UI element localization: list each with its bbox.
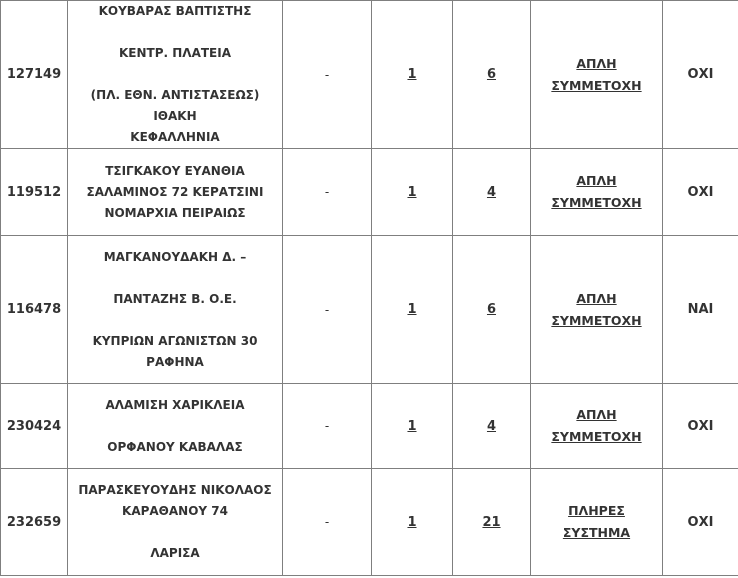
row-code: 230424 xyxy=(1,384,68,469)
row-dash: - xyxy=(283,469,372,576)
count2-link[interactable]: 4 xyxy=(486,184,497,200)
count2-link[interactable]: 6 xyxy=(486,67,497,82)
row-yesno: ΝΑΙ xyxy=(663,236,738,384)
count2-link[interactable]: 21 xyxy=(482,514,501,530)
table-body xyxy=(1,1,738,576)
address-line: ΝΟΜΑΡΧΙΑ ΠΕΙΡΑΙΩΣ xyxy=(104,205,246,220)
count1-cell xyxy=(372,1,453,149)
address-line xyxy=(68,522,282,543)
row-code: 116478 xyxy=(1,236,68,384)
row-dash: - xyxy=(283,384,372,469)
table-row xyxy=(1,236,738,384)
kind-link[interactable] xyxy=(551,407,641,444)
table-row xyxy=(1,384,738,469)
kind-cell xyxy=(531,1,663,149)
count1-cell xyxy=(372,469,453,576)
kind-line[interactable]: ΣΥΜΜΕΤΟΧΗ xyxy=(551,77,642,93)
row-yesno: ΟΧΙ xyxy=(663,1,738,149)
kind-line[interactable]: ΠΛΗΡΕΣ xyxy=(568,503,625,518)
count2-link[interactable]: 6 xyxy=(486,302,497,317)
row-address xyxy=(68,236,283,384)
count2-link[interactable]: 4 xyxy=(486,418,497,434)
address-line: ΡΑΦΗΝΑ xyxy=(146,354,204,369)
address-line: ΜΑΓΚΑΝΟΥΔΑΚΗ Δ. – xyxy=(103,249,247,264)
row-address xyxy=(68,384,283,469)
count1-link[interactable]: 1 xyxy=(407,514,417,530)
address-line: ΟΡΦΑΝΟΥ ΚΑΒΑΛΑΣ xyxy=(107,439,243,454)
count2-cell xyxy=(453,384,531,469)
address-line: ΚΕΝΤΡ. ΠΛΑΤΕΙΑ xyxy=(118,46,231,60)
row-code: 119512 xyxy=(1,149,68,236)
kind-cell xyxy=(531,384,663,469)
row-dash: - xyxy=(283,236,372,384)
table-row xyxy=(1,469,738,576)
count2-cell xyxy=(453,469,531,576)
address-line: ΚΕΦΑΛΛΗΝΙΑ xyxy=(130,130,220,144)
row-dash: - xyxy=(283,1,372,149)
count1-link[interactable]: 1 xyxy=(407,418,417,434)
kind-link[interactable] xyxy=(551,291,641,328)
address-line: ΚΥΠΡΙΩΝ ΑΓΩΝΙΣΤΩΝ 30 xyxy=(92,333,258,348)
count1-cell xyxy=(372,384,453,469)
kind-link[interactable] xyxy=(551,56,641,93)
address-line: ΣΑΛΑΜΙΝΟΣ 72 ΚΕΡΑΤΣΙΝΙ xyxy=(86,184,264,199)
address-line: (ΠΛ. ΕΘΝ. ΑΝΤΙΣΤΑΣΕΩΣ) ΙΘΑΚΗ xyxy=(90,88,260,123)
kind-link[interactable] xyxy=(563,503,630,540)
count1-cell xyxy=(372,236,453,384)
count2-cell xyxy=(453,1,531,149)
address-line xyxy=(68,310,282,331)
address-line: ΚΟΥΒΑΡΑΣ ΒΑΠΤΙΣΤΗΣ xyxy=(98,4,252,18)
count1-cell xyxy=(372,149,453,236)
address-line: ΠΑΝΤΑΖΗΣ Β. Ο.Ε. xyxy=(113,291,237,306)
row-yesno: ΟΧΙ xyxy=(663,469,738,576)
address-line: ΛΑΡΙΣΑ xyxy=(150,546,200,560)
table-row xyxy=(1,1,738,149)
count1-link[interactable]: 1 xyxy=(407,302,417,317)
count1-link[interactable]: 1 xyxy=(407,184,417,200)
address-line xyxy=(68,416,282,437)
row-dash: - xyxy=(283,149,372,236)
address-line xyxy=(68,64,282,85)
kind-cell xyxy=(531,469,663,576)
kind-line[interactable]: ΑΠΛΗ xyxy=(576,290,617,306)
kind-line[interactable]: ΣΥΣΤΗΜΑ xyxy=(562,525,631,540)
address-line: ΚΑΡΑΘΑΝΟΥ 74 xyxy=(122,504,228,518)
row-yesno: ΟΧΙ xyxy=(663,149,738,236)
kind-line[interactable]: ΑΠΛΗ xyxy=(576,55,617,71)
count2-cell xyxy=(453,236,531,384)
row-address xyxy=(68,149,283,236)
kind-line[interactable]: ΣΥΜΜΕΤΟΧΗ xyxy=(551,312,642,328)
address-line: ΤΣΙΓΚΑΚΟΥ ΕΥΑΝΘΙΑ xyxy=(105,163,245,178)
table-row xyxy=(1,149,738,236)
kind-link[interactable] xyxy=(551,173,641,210)
kind-line[interactable]: ΣΥΜΜΕΤΟΧΗ xyxy=(551,195,642,210)
address-line: ΑΛΑΜΙΣΗ ΧΑΡΙΚΛΕΙΑ xyxy=(105,397,245,412)
row-code: 232659 xyxy=(1,469,68,576)
count2-cell xyxy=(453,149,531,236)
kind-line[interactable]: ΣΥΜΜΕΤΟΧΗ xyxy=(551,429,642,444)
address-line: ΠΑΡΑΣΚΕΥΟΥΔΗΣ ΝΙΚΟΛΑΟΣ xyxy=(78,483,272,497)
row-yesno: ΟΧΙ xyxy=(663,384,738,469)
kind-cell xyxy=(531,149,663,236)
kind-cell xyxy=(531,236,663,384)
row-address xyxy=(68,469,283,576)
kind-line[interactable]: ΑΠΛΗ xyxy=(576,407,617,422)
kind-line[interactable]: ΑΠΛΗ xyxy=(576,173,617,188)
row-code: 127149 xyxy=(1,1,68,149)
address-line xyxy=(68,268,282,289)
row-address xyxy=(68,1,283,149)
address-line xyxy=(68,22,282,43)
count1-link[interactable]: 1 xyxy=(407,67,417,82)
